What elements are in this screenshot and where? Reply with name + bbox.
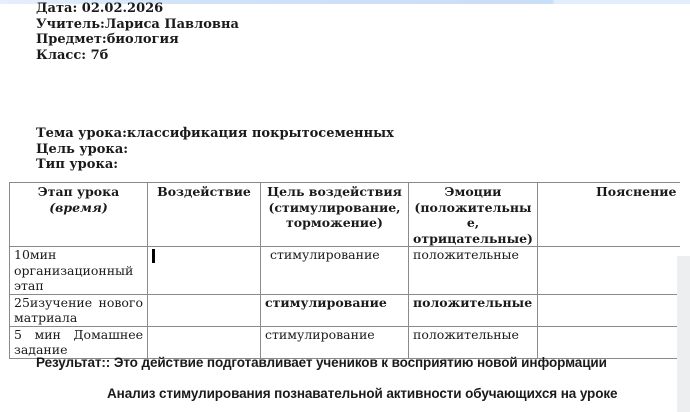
- cell-goal[interactable]: [261, 326, 409, 358]
- document-meta: [36, 1, 239, 63]
- header-stage-time: (время): [49, 199, 108, 215]
- lesson-info: [36, 126, 394, 173]
- class-line: Класс: 7б: [36, 47, 109, 63]
- header-goal: Цель воздействия (стимулирование, торможение): [261, 183, 409, 247]
- cell-emotion[interactable]: [409, 247, 538, 295]
- teacher-line: Учитель:Лариса Павловна: [36, 16, 239, 32]
- cell-emotion-text: положительные: [413, 326, 519, 342]
- header-emotion: Эмоции (положительны е, отрицательные): [409, 183, 538, 247]
- cell-impact[interactable]: [148, 247, 261, 295]
- cell-goal-text: стимулирование: [265, 326, 375, 342]
- cell-note[interactable]: [537, 326, 680, 358]
- cell-emotion-text: положительные: [413, 294, 533, 310]
- cell-goal-text: стимулирование: [270, 247, 380, 262]
- table-header-row: [10, 183, 681, 247]
- cell-note[interactable]: [537, 294, 680, 326]
- cell-stage[interactable]: [10, 326, 148, 358]
- subject-line: Предмет:биология: [36, 32, 179, 47]
- cell-goal-text: стимулирование: [265, 294, 387, 310]
- cell-stage[interactable]: [10, 294, 148, 326]
- text-cursor: [152, 249, 155, 263]
- header-stage: [10, 183, 148, 247]
- cell-goal[interactable]: [261, 247, 409, 295]
- date-line: Дата: 02.02.2026: [36, 1, 164, 16]
- cell-stage[interactable]: [10, 247, 148, 295]
- table-row: [10, 247, 681, 295]
- type-line: Тип урока:: [36, 157, 119, 172]
- cell-goal[interactable]: [261, 294, 409, 326]
- cell-stage-text: 25изучение нового матриала: [14, 294, 143, 325]
- header-stage-label: Этап урока: [37, 184, 120, 199]
- header-note: Пояснение: [537, 183, 680, 247]
- cell-stage-text: 10мин организационный этап: [14, 247, 134, 293]
- cell-note[interactable]: [537, 247, 680, 295]
- goal-line: Цель урока:: [36, 141, 129, 157]
- table-row: [10, 326, 681, 358]
- cell-stage-text: 5 мин Домашнее задание: [14, 326, 143, 357]
- lesson-plan-table: [9, 182, 680, 359]
- analysis-title: Анализ стимулирования познавательной активности обучающихся на уроке: [107, 386, 618, 401]
- table-row: [10, 294, 681, 326]
- header-impact: Воздействие: [148, 183, 261, 247]
- cell-emotion[interactable]: [409, 326, 538, 358]
- result-text: Результат:: Это действие подготавливает учеников к восприятию новой информации: [36, 355, 607, 370]
- cell-impact[interactable]: [148, 294, 261, 326]
- cell-emotion[interactable]: [409, 294, 538, 326]
- side-panel: [677, 256, 690, 412]
- topic-line: Тема урока:классификация покрытосеменных: [36, 126, 394, 141]
- cell-impact[interactable]: [148, 326, 261, 358]
- cell-emotion-text: положительные: [413, 247, 519, 262]
